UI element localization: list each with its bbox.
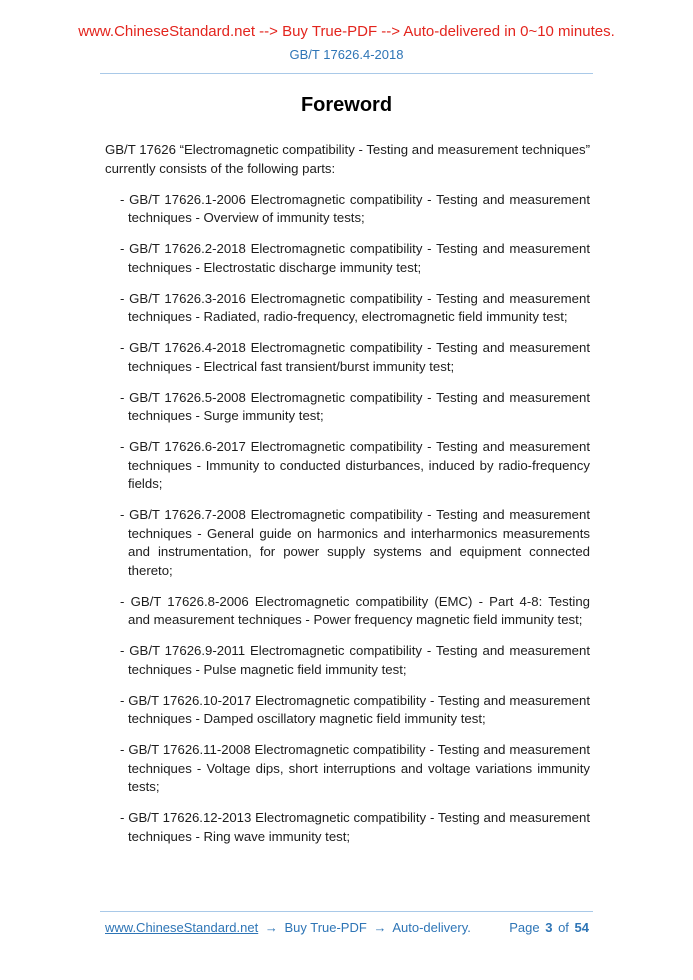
list-dash: - <box>120 692 125 708</box>
list-dash: - <box>120 439 125 454</box>
page-label: Page <box>509 920 540 935</box>
list-item-part10 <box>105 692 590 729</box>
list-item-text: GB/T 17626.8-2006 Electromagnetic compatibility (EMC) - Part 4-8: Testing and measurement techniques - Power frequency magnetic field immunity test; <box>128 593 590 627</box>
list-item-text: GB/T 17626.6-2017 Electromagnetic compatibility - Testing and measurement techniques - Immunity to conducted disturbances, induced by radio-frequency fields; <box>128 439 590 491</box>
list-item-text: GB/T 17626.2-2018 Electromagnetic compatibility - Testing and measurement techniques - Electrostatic discharge immunity test; <box>128 241 590 275</box>
list-dash: - <box>120 290 125 306</box>
list-item-text: GB/T 17626.4-2018 Electromagnetic compatibility - Testing and measurement techniques - Electrical fast transient/burst immunity test; <box>128 340 590 374</box>
current-page-number: 3 <box>545 920 553 935</box>
list-item-part3 <box>105 290 590 327</box>
list-dash: - <box>120 241 125 256</box>
page-title: Foreword <box>300 94 393 116</box>
page-indicator <box>509 920 591 936</box>
header-divider <box>100 73 593 74</box>
intro-paragraph: GB/T 17626 “Electromagnetic compatibility - Testing and measurement techniques” currently consists of the following parts: <box>105 142 590 176</box>
list-dash: - <box>120 643 125 658</box>
list-dash: - <box>120 742 125 757</box>
list-item-text: GB/T 17626.10-2017 Electromagnetic compatibility - Testing and measurement techniques - Damped oscillatory magnetic field immunity test; <box>128 692 591 726</box>
footer-buy-label: Buy True-PDF <box>284 920 367 935</box>
total-page-number: 54 <box>574 920 589 935</box>
list-item-part11 <box>105 741 590 797</box>
list-item-part9 <box>105 642 590 679</box>
list-item-part2 <box>105 240 590 277</box>
list-item-part1 <box>105 191 590 228</box>
page-footer <box>100 911 593 936</box>
list-item-part6 <box>105 438 590 494</box>
list-dash: - <box>120 340 125 355</box>
footer-divider <box>100 911 593 912</box>
list-item-text: GB/T 17626.3-2016 Electromagnetic compatibility - Testing and measurement techniques - Radiated, radio-frequency, electromagnetic field immunity test; <box>128 290 590 324</box>
standard-code: GB/T 17626.4-2018 <box>289 47 404 62</box>
list-dash: - <box>120 191 125 207</box>
list-item-part8 <box>105 593 590 630</box>
footer-delivery-label: Auto-delivery. <box>392 920 471 935</box>
arrow-right-icon: → <box>373 920 387 935</box>
arrow-right-icon: → <box>264 920 278 935</box>
list-item-text: GB/T 17626.7-2008 Electromagnetic compatibility - Testing and measurement techniques - General guide on harmonics and interharmonics measurements and instrumentation, for power supply systems and equipment connected thereto; <box>128 507 590 578</box>
list-dash: - <box>120 593 125 609</box>
foreword-body <box>105 141 590 846</box>
list-item-part7 <box>105 506 590 580</box>
list-dash: - <box>120 810 125 825</box>
list-item-text: GB/T 17626.12-2013 Electromagnetic compatibility - Testing and measurement techniques - Ring wave immunity test; <box>128 810 591 844</box>
footer-promo <box>105 920 471 936</box>
list-item-text: GB/T 17626.11-2008 Electromagnetic compatibility - Testing and measurement techniques - Voltage dips, short interruptions and voltage variations immunity tests; <box>128 742 590 794</box>
promo-banner: www.ChineseStandard.net --> Buy True-PDF --> Auto-delivered in 0~10 minutes. <box>78 23 615 40</box>
footer-row <box>100 920 593 936</box>
of-label: of <box>558 920 569 935</box>
list-dash: - <box>120 507 125 522</box>
list-item-part5 <box>105 389 590 426</box>
list-item-text: GB/T 17626.1-2006 Electromagnetic compatibility - Testing and measurement techniques - Overview of immunity tests; <box>128 191 590 225</box>
list-dash: - <box>120 389 125 405</box>
list-item-text: GB/T 17626.5-2008 Electromagnetic compatibility - Testing and measurement techniques - Surge immunity test; <box>128 389 590 423</box>
list-item-text: GB/T 17626.9-2011 Electromagnetic compatibility - Testing and measurement techniques - Pulse magnetic field immunity test; <box>128 643 590 677</box>
site-link[interactable]: www.ChineseStandard.net <box>105 920 259 935</box>
list-item-part4 <box>105 339 590 376</box>
list-item-part12 <box>105 809 590 846</box>
